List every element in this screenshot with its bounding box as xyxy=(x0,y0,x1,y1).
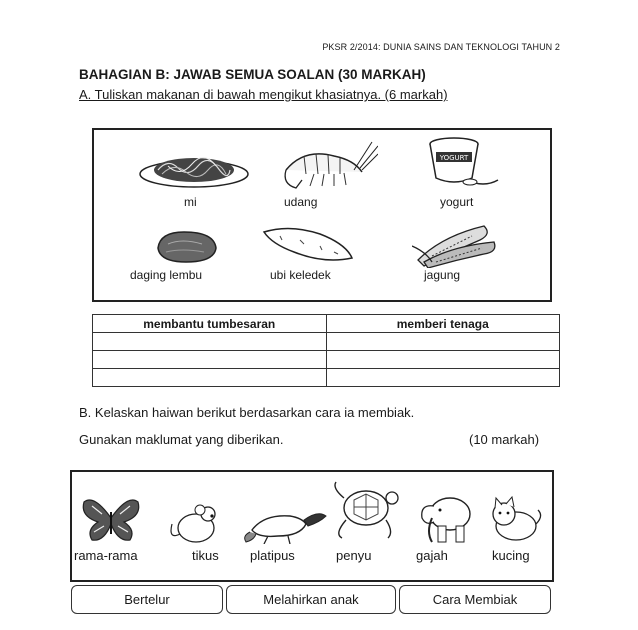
part-b-instruction: B. Kelaskan haiwan berikut berdasarkan cara ia membiak. xyxy=(79,405,415,420)
answer-cell[interactable] xyxy=(93,351,327,369)
food-pictures-box xyxy=(92,128,552,302)
animal-label-gajah: gajah xyxy=(416,548,448,563)
elephant-icon xyxy=(418,488,478,546)
category-melahirkan-anak: Melahirkan anak xyxy=(226,585,396,614)
food-label-daging-lembu: daging lembu xyxy=(130,268,203,282)
animal-label-tikus: tikus xyxy=(192,548,219,563)
beef-icon xyxy=(152,228,222,266)
platypus-icon xyxy=(244,498,328,544)
yogurt-cup-icon xyxy=(424,134,500,190)
cat-icon xyxy=(484,494,542,544)
shrimp-icon xyxy=(274,140,378,190)
section-title: BAHAGIAN B: JAWAB SEMUA SOALAN (30 MARKAH) xyxy=(79,67,426,82)
animal-pictures-box xyxy=(70,470,554,582)
table-header-row xyxy=(93,315,560,333)
animal-label-rama-rama: rama-rama xyxy=(74,548,138,563)
answer-cell[interactable] xyxy=(326,333,560,351)
food-label-jagung: jagung xyxy=(424,268,461,282)
column-header-energy: memberi tenaga xyxy=(326,315,560,333)
answer-cell[interactable] xyxy=(93,333,327,351)
animal-label-penyu: penyu xyxy=(336,548,372,563)
butterfly-icon xyxy=(80,494,142,544)
food-label-mi: mi xyxy=(184,195,197,209)
table-row xyxy=(93,333,560,351)
nutrition-answer-table xyxy=(92,314,560,387)
corn-icon xyxy=(412,216,502,268)
noodles-plate-icon xyxy=(138,148,250,190)
sweet-potato-icon xyxy=(260,222,356,266)
part-b-marks: (10 markah) xyxy=(469,432,540,447)
answer-cell[interactable] xyxy=(93,369,327,387)
turtle-icon xyxy=(332,480,400,542)
part-b-subinstruction: Gunakan maklumat yang diberikan. xyxy=(79,432,284,447)
category-bertelur: Bertelur xyxy=(71,585,223,614)
page-header: PKSR 2/2014: DUNIA SAINS DAN TEKNOLOGI TAHUN 2 xyxy=(322,42,560,52)
mouse-icon xyxy=(166,500,222,546)
table-row xyxy=(93,351,560,369)
category-cara-membiak: Cara Membiak xyxy=(399,585,551,614)
table-row xyxy=(93,369,560,387)
part-a-instruction: A. Tuliskan makanan di bawah mengikut khasiatnya. (6 markah) xyxy=(79,87,448,102)
food-label-yogurt: yogurt xyxy=(440,195,474,209)
answer-cell[interactable] xyxy=(326,351,560,369)
animal-label-platipus: platipus xyxy=(250,548,295,563)
svg-text:YOGURT: YOGURT xyxy=(439,154,469,162)
animal-label-kucing: kucing xyxy=(492,548,530,563)
food-label-udang: udang xyxy=(284,195,318,209)
column-header-growth: membantu tumbesaran xyxy=(93,315,327,333)
answer-cell[interactable] xyxy=(326,369,560,387)
food-label-ubi-keledek: ubi keledek xyxy=(270,268,331,282)
